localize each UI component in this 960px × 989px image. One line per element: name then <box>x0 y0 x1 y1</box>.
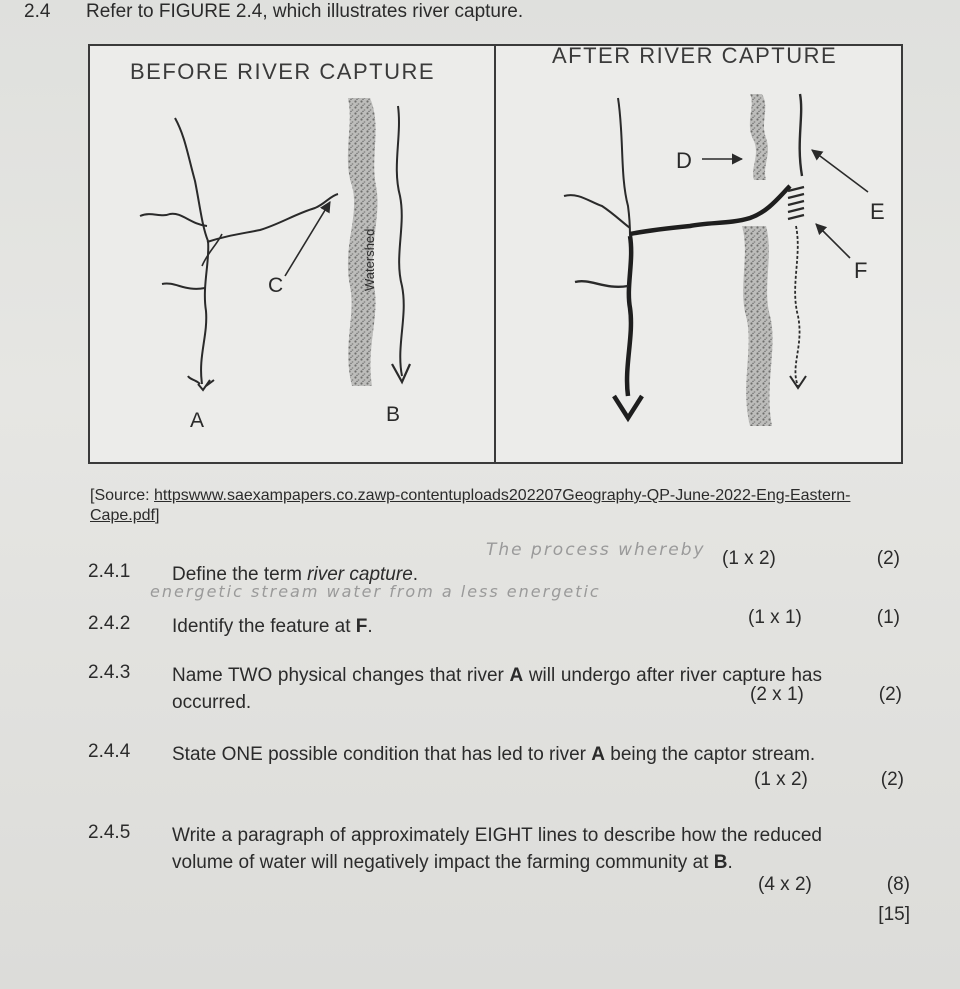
question-number: 2.4.2 <box>88 613 131 634</box>
question-number: 2.4.5 <box>88 822 131 843</box>
misfit-arrow <box>790 376 806 388</box>
river-a-main <box>175 118 208 384</box>
wind-gap-hatch <box>788 187 804 219</box>
captor-arrow <box>614 396 642 418</box>
question-2-4-4 <box>88 741 918 801</box>
question-total: (2) <box>876 548 900 569</box>
label-d: D <box>676 148 692 173</box>
question-total: (2) <box>880 769 904 790</box>
river-a-tributary-2 <box>162 283 205 288</box>
question-text: Write a paragraph of approximately EIGHT lines to describe how the reduced volume of water will negatively impact the farming community at B. <box>172 825 822 873</box>
river-a-tributary-1 <box>140 214 207 226</box>
label-e: E <box>870 199 885 224</box>
watershed-label: Watershed <box>362 228 377 291</box>
question-number: 2.4.1 <box>88 561 131 582</box>
question-total: (8) <box>886 874 910 895</box>
label-a: A <box>190 409 205 432</box>
label-c: C <box>268 274 284 297</box>
captor-tributary-2 <box>575 281 628 287</box>
grand-total: [15] <box>878 904 910 925</box>
question-marks: (1 x 2) <box>754 769 808 790</box>
question-text: Identify the feature at F. <box>172 616 373 637</box>
captor-main <box>627 236 631 396</box>
section-header <box>24 1 523 23</box>
watershed-after-lower <box>742 226 773 426</box>
watershed-after-upper <box>750 94 768 180</box>
label-b: B <box>386 403 401 426</box>
pointer-e <box>812 150 868 192</box>
river-b <box>397 106 404 376</box>
before-title: BEFORE RIVER CAPTURE <box>130 59 436 84</box>
question-marks: (2 x 1) <box>750 684 804 705</box>
captor-upper <box>618 98 630 236</box>
figure-2-4 <box>88 44 903 464</box>
question-number: 2.4.3 <box>88 662 131 683</box>
question-total: (1) <box>876 607 900 628</box>
question-text: Name TWO physical changes that river A will undergo after river capture has occurred. <box>172 665 822 713</box>
source-link[interactable]: httpswww.saexampapers.co.zawp-contentuploads202207Geography-QP-June-2022-Eng-Eastern-Cape.pdf <box>90 487 851 524</box>
handwriting-line-2: energetic stream water from a less energetic <box>150 582 601 601</box>
source-suffix: ] <box>154 507 160 524</box>
captor-tributary-1 <box>564 195 630 228</box>
handwriting-line-1: The process whereby <box>486 540 706 560</box>
headwaters <box>800 94 802 176</box>
question-text: Define the term river capture. <box>172 564 419 585</box>
question-marks: (4 x 2) <box>758 874 812 895</box>
river-capture-diagram <box>90 46 901 462</box>
question-marks: (1 x 1) <box>748 607 802 628</box>
label-f: F <box>854 258 868 283</box>
question-2-4-2 <box>88 607 918 643</box>
source-prefix: [Source: <box>90 487 155 504</box>
pointer-f <box>816 224 850 258</box>
section-number: 2.4 <box>24 1 51 22</box>
question-number: 2.4.4 <box>88 741 131 762</box>
misfit-stream <box>795 226 799 386</box>
question-total: (2) <box>878 684 902 705</box>
after-title: AFTER RIVER CAPTURE <box>552 46 838 68</box>
question-marks: (1 x 2) <box>722 548 776 569</box>
question-text: State ONE possible condition that has led to river A being the captor stream. <box>172 744 816 765</box>
section-instruction: Refer to FIGURE 2.4, which illustrates river capture. <box>86 1 524 22</box>
pointer-c <box>285 202 330 276</box>
river-a-headward <box>207 194 338 242</box>
source-citation <box>90 486 900 526</box>
question-2-4-3 <box>88 662 918 722</box>
question-2-4-5 <box>88 822 918 912</box>
